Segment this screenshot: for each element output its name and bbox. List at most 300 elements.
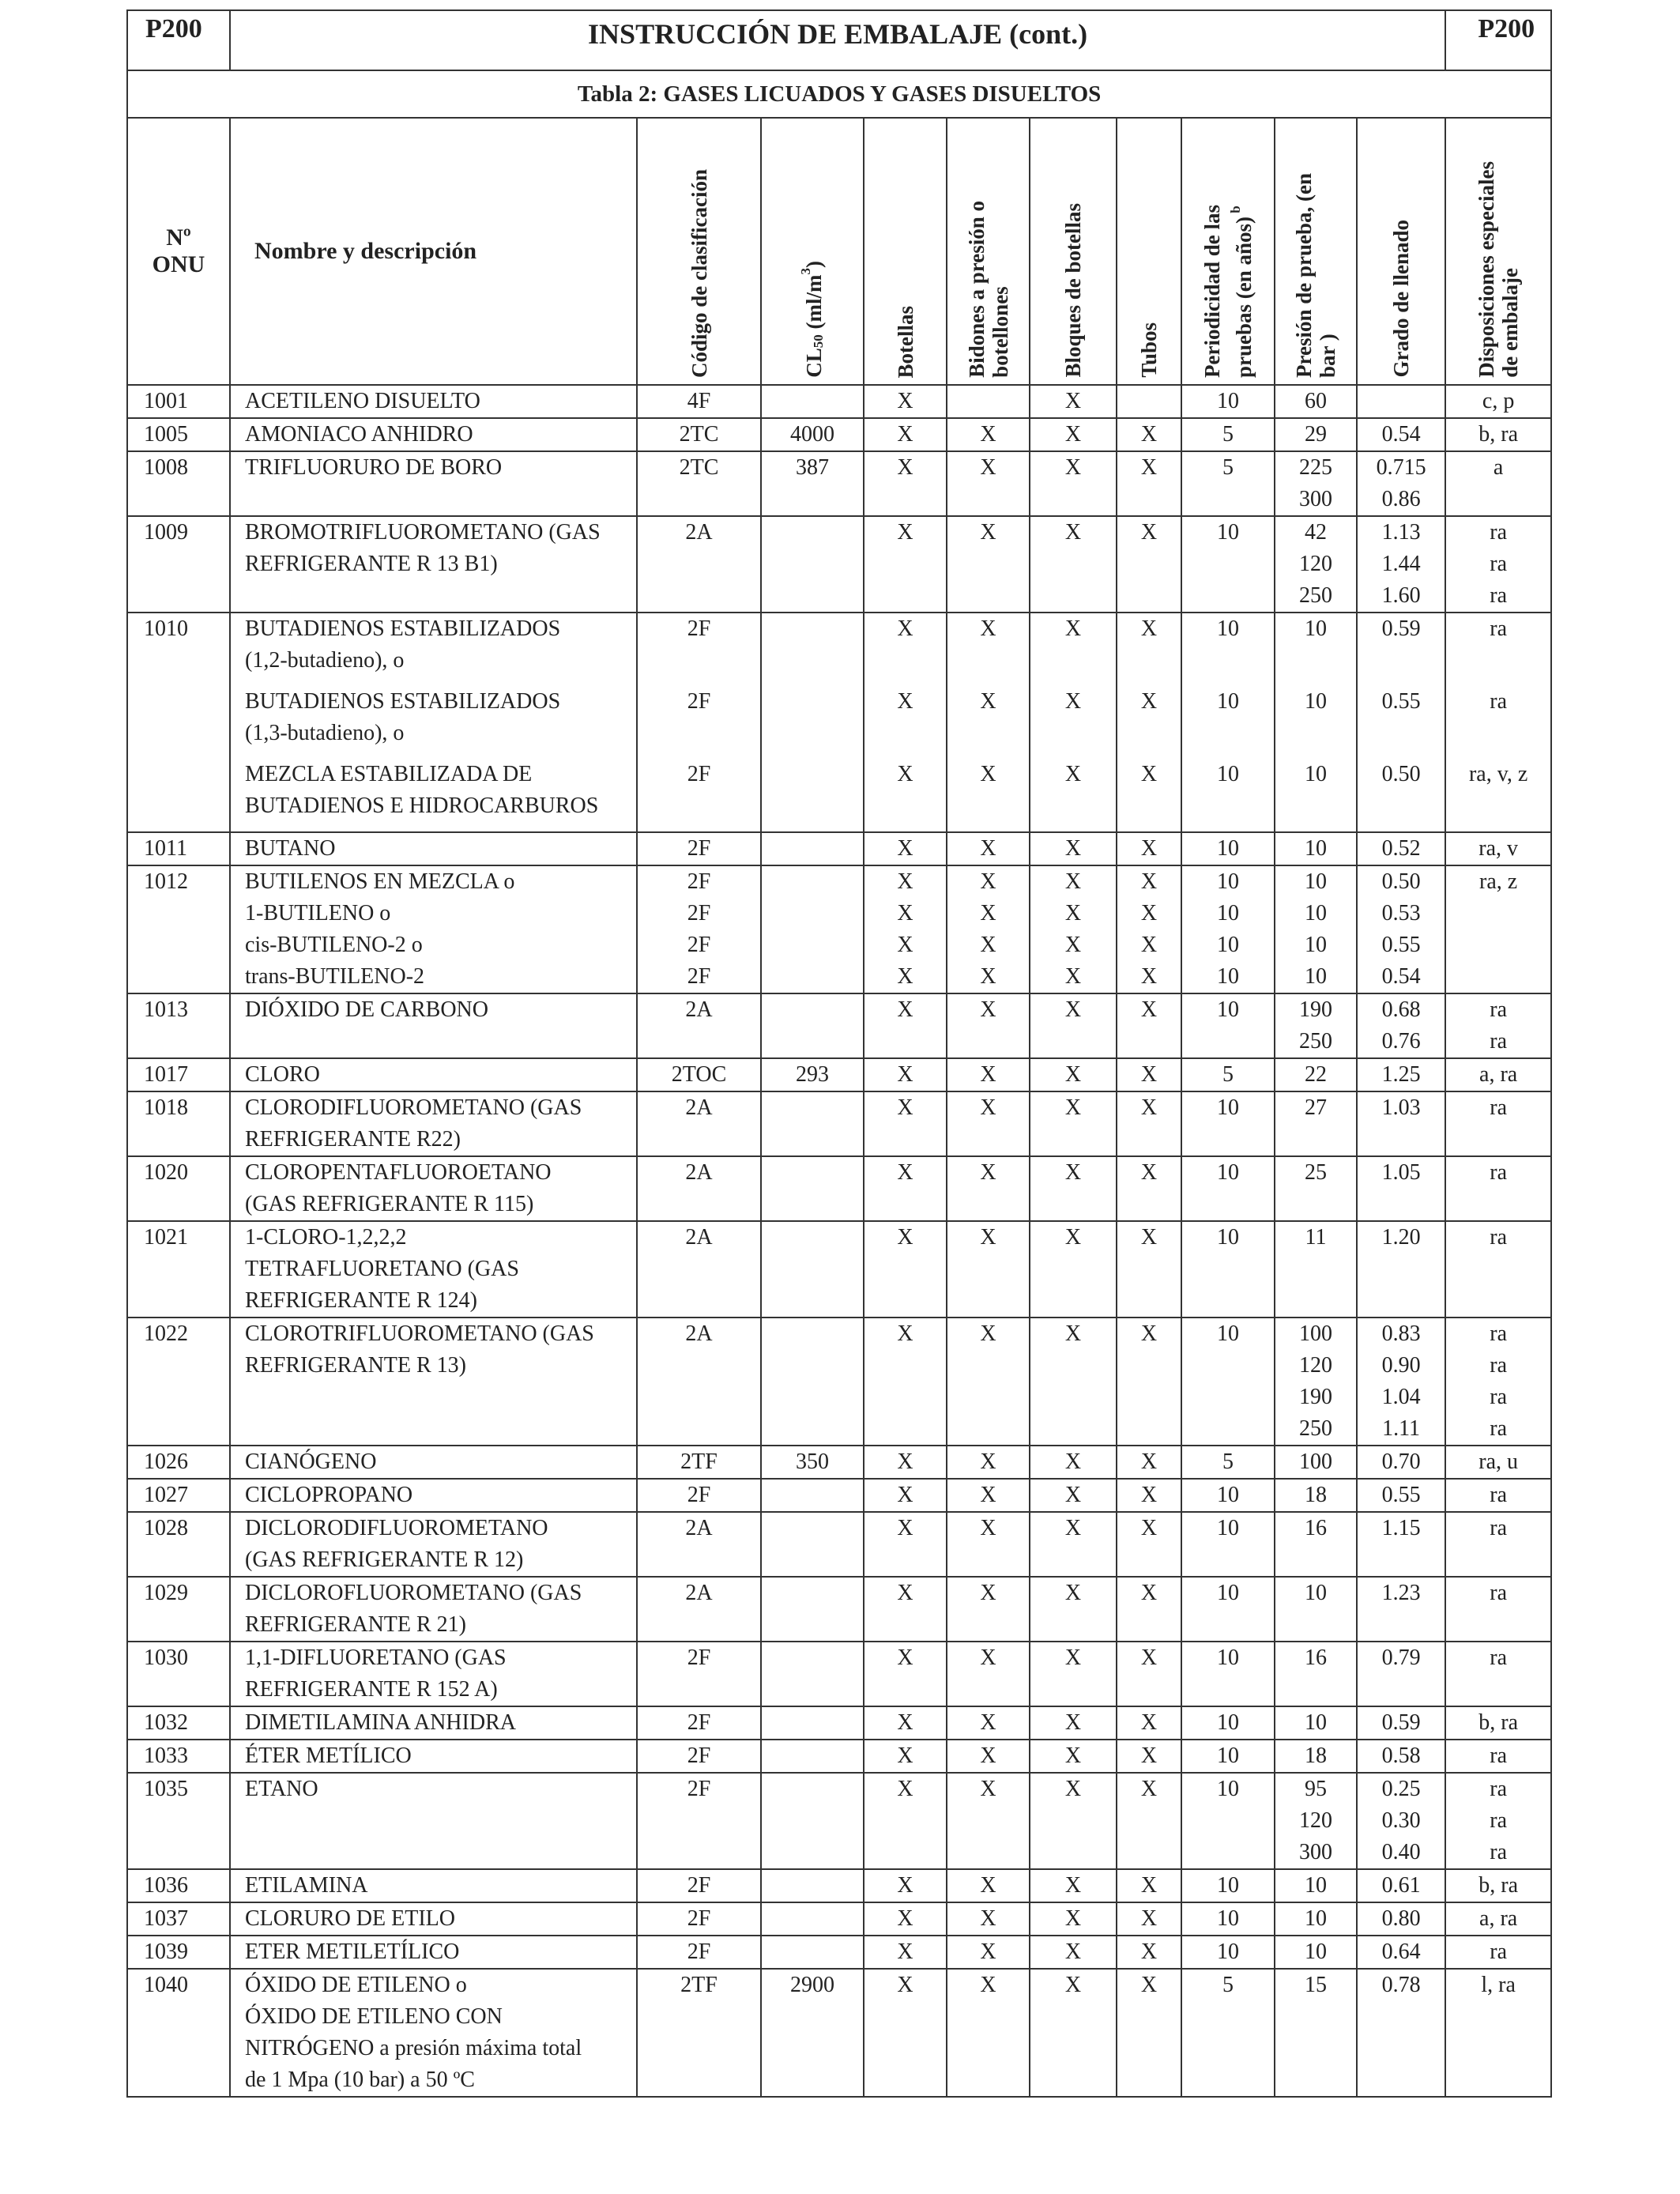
special-provisions-value: ra <box>1490 552 1508 576</box>
special-provisions-value: ra <box>1490 1353 1508 1378</box>
filling-ratio-value <box>1358 1609 1445 1641</box>
test-period-value <box>1182 484 1274 515</box>
substance-name-line: REFRIGERANTE R 21) <box>245 1612 466 1637</box>
lc50-value <box>761 1740 864 1773</box>
pressure-drums-mark <box>947 451 1030 516</box>
pressure-drums-mark-value: X <box>980 1873 996 1898</box>
filling-ratio-value: 1.03 <box>1381 1095 1421 1120</box>
test-period-value: 10 <box>1217 1581 1239 1605</box>
row-spacer <box>864 749 946 759</box>
cylinders-mark-value <box>864 580 946 612</box>
cylinders-mark <box>864 516 947 613</box>
col-header-special-provisions: Disposiciones especiales de embalaje <box>1445 118 1551 385</box>
lc50-value <box>761 1156 864 1221</box>
test-period-value: 10 <box>1217 1777 1239 1801</box>
test-pressure <box>1275 1512 1357 1577</box>
bundles-mark-value <box>1030 1837 1116 1868</box>
bundles-mark-value: X <box>1064 1321 1082 1346</box>
classification-code-value <box>638 1189 760 1220</box>
special-provisions <box>1445 993 1551 1058</box>
bundles-mark-value <box>1030 1350 1116 1382</box>
tubes-mark-value <box>1117 548 1181 580</box>
substance-name-line: 1,1-DIFLUORETANO (GAS <box>245 1646 507 1670</box>
filling-ratio-value: 0.59 <box>1381 616 1421 641</box>
classification-code <box>637 1869 761 1902</box>
tubes-mark <box>1117 1221 1181 1318</box>
test-period <box>1181 1936 1275 1969</box>
pressure-drums-mark-value: X <box>980 901 996 925</box>
cylinders-mark <box>864 1446 947 1479</box>
tubes-mark-value: X <box>1140 1062 1158 1087</box>
filling-ratio-value: 1.44 <box>1381 552 1421 576</box>
filling-ratio <box>1357 1773 1445 1869</box>
test-pressure-value: 250 <box>1299 583 1332 608</box>
special-provisions-value: ra <box>1490 1483 1508 1507</box>
cylinders-mark-value <box>864 1544 946 1576</box>
cylinders-mark-value <box>864 2001 946 2033</box>
un-number-text: 1022 <box>144 1321 188 1346</box>
tubes-mark-value: X <box>1140 1873 1158 1898</box>
test-period-value: 5 <box>1222 455 1234 480</box>
test-pressure-value: 300 <box>1299 1840 1332 1864</box>
test-period-value <box>1182 1253 1274 1285</box>
substance-name-line: REFRIGERANTE R22) <box>245 1127 461 1152</box>
pressure-drums-mark-value <box>947 580 1029 612</box>
un-number-text: 1005 <box>144 422 188 447</box>
pressure-drums-mark-value: X <box>980 1062 996 1087</box>
test-period <box>1181 1902 1275 1936</box>
filling-ratio-value <box>1358 1253 1445 1285</box>
classification-code-value <box>638 2033 760 2064</box>
classification-code-value: 2F <box>687 1906 711 1931</box>
classification-code-value: 2A <box>685 1095 713 1120</box>
test-pressure-value: 15 <box>1305 1973 1327 1997</box>
bundles-mark-value: X <box>1064 1777 1082 1801</box>
substance-name-line: CLORO <box>245 1062 320 1087</box>
test-pressure-value: 10 <box>1305 964 1327 989</box>
bundles-mark-value <box>1030 484 1116 515</box>
lc50-value-value <box>762 1707 863 1739</box>
lc50-value <box>761 1091 864 1156</box>
cylinders-mark-value <box>864 790 946 822</box>
special-provisions <box>1445 1969 1551 2097</box>
test-period-value <box>1182 645 1274 677</box>
substance-name-line: 1-BUTILENO o <box>245 901 391 925</box>
test-pressure <box>1275 1446 1357 1479</box>
special-provisions-value <box>1446 2001 1550 2033</box>
lc50-value-value <box>762 1253 863 1285</box>
classification-code-value: 2TOC <box>671 1062 727 1087</box>
un-number <box>127 516 230 613</box>
un-number-text: 1028 <box>144 1516 188 1540</box>
lc50-value-value <box>762 1480 863 1511</box>
test-period-value <box>1182 2001 1274 2033</box>
lc50-value <box>761 1642 864 1706</box>
classification-code-value <box>638 1124 760 1155</box>
test-pressure-value <box>1275 2033 1356 2064</box>
bundles-mark <box>1030 418 1117 451</box>
bundles-mark-value: X <box>1064 1906 1082 1931</box>
row-spacer <box>1030 677 1116 686</box>
filling-ratio-value <box>1358 645 1445 677</box>
tubes-mark <box>1117 1740 1181 1773</box>
table-row <box>127 1479 1551 1512</box>
test-period-value <box>1182 1350 1274 1382</box>
test-period-value <box>1182 1026 1274 1057</box>
substance-name-line: REFRIGERANTE R 152 A) <box>245 1677 498 1702</box>
test-period-value <box>1182 1805 1274 1837</box>
test-period-value <box>1182 790 1274 822</box>
filling-ratio-value: 0.61 <box>1381 1873 1421 1898</box>
cylinders-mark-value: X <box>897 1873 913 1898</box>
special-provisions <box>1445 516 1551 613</box>
filling-ratio-value: 0.25 <box>1381 1777 1421 1801</box>
tubes-mark-value <box>1117 790 1181 822</box>
classification-code-value: 2F <box>687 1940 711 1964</box>
tubes-mark-value: X <box>1140 869 1158 894</box>
classification-code-value <box>638 790 760 822</box>
tubes-mark <box>1117 385 1181 418</box>
bundles-mark-value: X <box>1064 1095 1082 1120</box>
bundles-mark <box>1030 1156 1117 1221</box>
row-spacer <box>864 822 946 831</box>
bundles-mark-value: X <box>1064 689 1082 714</box>
row-spacer <box>1182 677 1274 686</box>
cylinders-mark-value: X <box>897 901 913 925</box>
row-spacer <box>762 677 863 686</box>
substance-name <box>230 865 637 993</box>
filling-ratio-value: 1.11 <box>1382 1416 1421 1441</box>
lc50-value-value <box>762 1092 863 1124</box>
classification-code-value: 2F <box>687 1744 711 1768</box>
col-header-un-number: Nº ONU <box>127 118 230 385</box>
classification-code-value <box>638 484 760 515</box>
table-row <box>127 1221 1551 1318</box>
classification-code-value <box>638 1609 760 1641</box>
cylinders-mark-value: X <box>897 1449 913 1474</box>
bundles-mark-value <box>1030 2033 1116 2064</box>
bundles-mark-value: X <box>1064 1744 1082 1768</box>
bundles-mark <box>1030 1091 1117 1156</box>
filling-ratio-value: 1.23 <box>1381 1581 1421 1605</box>
un-number <box>127 1969 230 2097</box>
cylinders-mark <box>864 1512 947 1577</box>
substance-name-line <box>245 1026 636 1057</box>
lc50-value-value <box>762 645 863 677</box>
lc50-value-value <box>762 1157 863 1189</box>
pressure-drums-mark <box>947 1577 1030 1642</box>
col-header-bundles: Bloques de botellas <box>1030 118 1117 385</box>
bundles-mark-value: X <box>1064 933 1082 957</box>
lc50-value-value <box>762 1936 863 1968</box>
pressure-drums-mark-value: X <box>980 1516 996 1540</box>
classification-code-value <box>638 1413 760 1445</box>
bundles-mark-value <box>1030 1544 1116 1576</box>
pressure-drums-mark-value: X <box>980 1160 996 1185</box>
classification-code-value: 2F <box>687 964 711 989</box>
test-pressure-value <box>1275 790 1356 822</box>
classification-code-value: 2TF <box>680 1973 718 1997</box>
special-provisions-value <box>1446 1544 1550 1576</box>
pressure-drums-mark <box>947 613 1030 832</box>
test-period <box>1181 1969 1275 2097</box>
test-pressure-value: 25 <box>1305 1160 1327 1185</box>
bundles-mark-value <box>1030 580 1116 612</box>
lc50-value-value <box>762 929 863 961</box>
special-provisions <box>1445 1446 1551 1479</box>
bundles-mark-value: X <box>1064 762 1082 786</box>
test-pressure-value: 10 <box>1305 901 1327 925</box>
row-spacer <box>1275 749 1356 759</box>
tubes-mark-value <box>1117 2033 1181 2064</box>
substance-name-line: DICLORODIFLUOROMETANO <box>245 1516 548 1540</box>
bundles-mark-value <box>1030 1382 1116 1413</box>
bundles-mark-value: X <box>1064 1710 1082 1735</box>
pressure-drums-mark-value: X <box>980 520 996 545</box>
pressure-drums-mark-value <box>947 386 1029 417</box>
un-number <box>127 1642 230 1706</box>
classification-code-value: 2A <box>685 1160 713 1185</box>
substance-name-line <box>245 580 636 612</box>
lc50-value-value <box>762 1642 863 1674</box>
pressure-drums-mark <box>947 1446 1030 1479</box>
special-provisions <box>1445 832 1551 865</box>
bundles-mark <box>1030 451 1117 516</box>
tubes-mark-value <box>1117 1124 1181 1155</box>
special-provisions <box>1445 418 1551 451</box>
pressure-drums-mark-value: X <box>980 836 996 861</box>
cylinders-mark <box>864 1969 947 2097</box>
special-provisions <box>1445 1512 1551 1577</box>
un-number-text: 1018 <box>144 1095 188 1120</box>
pressure-drums-mark-value: X <box>980 1321 996 1346</box>
special-provisions <box>1445 1740 1551 1773</box>
cylinders-mark-value <box>864 1350 946 1382</box>
test-pressure-value: 10 <box>1305 1940 1327 1964</box>
cylinders-mark-value <box>864 2033 946 2064</box>
special-provisions-value: b, ra <box>1478 1710 1519 1735</box>
filling-ratio <box>1357 1577 1445 1642</box>
lc50-value <box>761 1773 864 1869</box>
pressure-drums-mark-value <box>947 1674 1029 1706</box>
test-pressure <box>1275 993 1357 1058</box>
lc50-value-value <box>762 613 863 645</box>
cylinders-mark <box>864 1156 947 1221</box>
classification-code <box>637 1091 761 1156</box>
substance-name-line: BUTANO <box>245 836 336 861</box>
filling-ratio-value <box>1358 718 1445 749</box>
instruction-code-left: P200 <box>127 10 230 70</box>
pressure-drums-mark <box>947 1479 1030 1512</box>
tubes-mark <box>1117 418 1181 451</box>
test-pressure-value <box>1275 1124 1356 1155</box>
lc50-value-value <box>762 2033 863 2064</box>
lc50-value-value <box>762 1740 863 1772</box>
filling-ratio-value: 1.60 <box>1381 583 1421 608</box>
table-row <box>127 865 1551 993</box>
cylinders-mark-value <box>864 1674 946 1706</box>
cylinders-mark-value <box>864 645 946 677</box>
special-provisions-value: ra, v, z <box>1468 762 1528 786</box>
special-provisions-value: ra <box>1490 520 1508 545</box>
classification-code <box>637 613 761 832</box>
tubes-mark-value: X <box>1140 1906 1158 1931</box>
un-number-text: 1033 <box>144 1744 188 1768</box>
tubes-mark-value: X <box>1140 1225 1158 1250</box>
special-provisions-value: ra <box>1490 1385 1508 1409</box>
bundles-mark <box>1030 1773 1117 1869</box>
bundles-mark-value: X <box>1064 389 1082 413</box>
lc50-value-value <box>762 1382 863 1413</box>
cylinders-mark <box>864 1221 947 1318</box>
substance-name-line: BUTILENOS EN MEZCLA o <box>245 869 515 894</box>
classification-code-value <box>638 1026 760 1057</box>
special-provisions-value: ra <box>1490 1029 1508 1054</box>
substance-name <box>230 993 637 1058</box>
pressure-drums-mark-value: X <box>980 762 996 786</box>
tubes-mark-value <box>1117 1674 1181 1706</box>
pressure-drums-mark-value: X <box>980 1225 996 1250</box>
classification-code-value: 2F <box>687 689 711 714</box>
un-number <box>127 385 230 418</box>
test-period <box>1181 1318 1275 1446</box>
un-number <box>127 1479 230 1512</box>
test-pressure-value: 120 <box>1299 1353 1332 1378</box>
bundles-mark <box>1030 1479 1117 1512</box>
substance-name-line: CLOROTRIFLUOROMETANO (GAS <box>245 1321 594 1346</box>
classification-code-value <box>638 548 760 580</box>
test-period-value: 10 <box>1217 389 1239 413</box>
row-spacer <box>638 749 760 759</box>
special-provisions-value: ra <box>1490 689 1508 714</box>
special-provisions-value <box>1446 929 1550 961</box>
substance-name-line: (GAS REFRIGERANTE R 12) <box>245 1547 524 1572</box>
pressure-drums-mark-value: X <box>980 455 996 480</box>
cylinders-mark <box>864 832 947 865</box>
tubes-mark-value: X <box>1140 964 1158 989</box>
filling-ratio <box>1357 385 1445 418</box>
substance-name-line: NITRÓGENO a presión máxima total <box>245 2036 582 2060</box>
pressure-drums-mark-value: X <box>980 1483 996 1507</box>
filling-ratio-value: 0.50 <box>1381 762 1421 786</box>
tubes-mark-value <box>1117 1253 1181 1285</box>
test-period-value: 10 <box>1217 869 1239 894</box>
pressure-drums-mark <box>947 832 1030 865</box>
pressure-drums-mark-value: X <box>980 1777 996 1801</box>
col-header-test-pressure: Presión de prueba, (en bar ) <box>1275 118 1357 385</box>
cylinders-mark-value: X <box>897 1581 913 1605</box>
row-spacer <box>1182 822 1274 831</box>
lc50-value-value <box>762 1805 863 1837</box>
test-period-value <box>1182 1189 1274 1220</box>
bundles-mark-value: X <box>1064 520 1082 545</box>
tubes-mark-value: X <box>1140 1777 1158 1801</box>
lc50-value <box>761 865 864 993</box>
cylinders-mark-value <box>864 1026 946 1057</box>
test-period-value: 10 <box>1217 1160 1239 1185</box>
classification-code <box>637 832 761 865</box>
substance-name-line: DIÓXIDO DE CARBONO <box>245 997 488 1022</box>
special-provisions-value: ra <box>1490 1416 1508 1441</box>
special-provisions-value: b, ra <box>1478 1873 1519 1898</box>
substance-name-line: 1-CLORO-1,2,2,2 <box>245 1225 407 1250</box>
test-pressure-value <box>1275 645 1356 677</box>
special-provisions-value: ra <box>1490 1840 1508 1864</box>
lc50-value-value <box>762 1774 863 1805</box>
table-row <box>127 418 1551 451</box>
tubes-mark-value: X <box>1140 933 1158 957</box>
cylinders-mark-value <box>864 1837 946 1868</box>
test-pressure-value: 60 <box>1305 389 1327 413</box>
test-pressure-value: 10 <box>1305 762 1327 786</box>
page-title: INSTRUCCIÓN DE EMBALAJE (cont.) <box>230 10 1445 70</box>
test-pressure <box>1275 418 1357 451</box>
classification-code <box>637 1740 761 1773</box>
tubes-mark <box>1117 1969 1181 2097</box>
classification-code-value <box>638 1805 760 1837</box>
special-provisions <box>1445 1221 1551 1318</box>
tubes-mark <box>1117 1058 1181 1091</box>
filling-ratio <box>1357 1869 1445 1902</box>
test-period <box>1181 1869 1275 1902</box>
test-period-value <box>1182 548 1274 580</box>
substance-name-line: DICLOROFLUOROMETANO (GAS <box>245 1581 582 1605</box>
filling-ratio-value: 0.40 <box>1381 1840 1421 1864</box>
test-period-value: 10 <box>1217 762 1239 786</box>
filling-ratio <box>1357 1318 1445 1446</box>
classification-code <box>637 1446 761 1479</box>
filling-ratio <box>1357 1706 1445 1740</box>
lc50-value <box>761 1446 864 1479</box>
bundles-mark-value <box>1030 1253 1116 1285</box>
test-period-value <box>1182 1124 1274 1155</box>
special-provisions <box>1445 1318 1551 1446</box>
filling-ratio <box>1357 1221 1445 1318</box>
test-pressure <box>1275 1902 1357 1936</box>
cylinders-mark <box>864 451 947 516</box>
cylinders-mark <box>864 1869 947 1902</box>
bundles-mark-value: X <box>1064 836 1082 861</box>
cylinders-mark-value: X <box>897 1906 913 1931</box>
cylinders-mark <box>864 1058 947 1091</box>
cylinders-mark <box>864 1902 947 1936</box>
lc50-value-value <box>762 1222 863 1253</box>
test-period-value: 10 <box>1217 1516 1239 1540</box>
test-period-value: 10 <box>1217 520 1239 545</box>
pressure-drums-mark <box>947 993 1030 1058</box>
bundles-mark-value <box>1030 718 1116 749</box>
table-subtitle: Tabla 2: GASES LICUADOS Y GASES DISUELTOS <box>127 70 1551 118</box>
pressure-drums-mark <box>947 1091 1030 1156</box>
special-provisions-value <box>1446 484 1550 515</box>
test-period-value: 5 <box>1222 422 1234 447</box>
pressure-drums-mark-value <box>947 548 1029 580</box>
tubes-mark-value: X <box>1140 1321 1158 1346</box>
substance-name-line: CIANÓGENO <box>245 1449 377 1474</box>
lc50-value-value: 4000 <box>790 422 834 447</box>
cylinders-mark-value: X <box>897 1062 913 1087</box>
classification-code-value <box>638 1837 760 1868</box>
filling-ratio <box>1357 1058 1445 1091</box>
test-pressure-value: 225 <box>1299 455 1332 480</box>
lc50-value <box>761 418 864 451</box>
un-number-text: 1012 <box>144 869 188 894</box>
filling-ratio <box>1357 993 1445 1058</box>
row-spacer <box>245 677 636 686</box>
tubes-mark-value: X <box>1140 1516 1158 1540</box>
test-period-value: 10 <box>1217 836 1239 861</box>
row-spacer <box>638 677 760 686</box>
